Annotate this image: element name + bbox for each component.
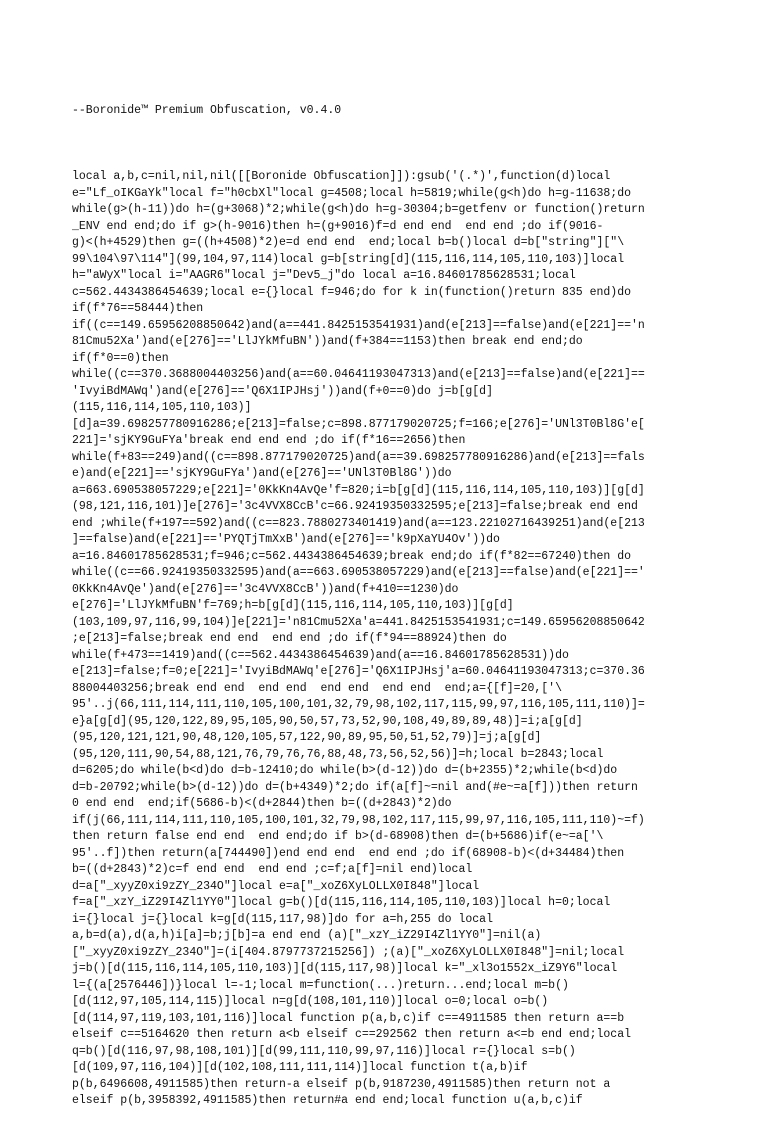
code-line: (115,116,114,105,110,103)] [72, 401, 252, 414]
code-line: local a,b,c=nil,nil,nil([[Boronide Obfuscation]]):gsub('(.*)',function(d)local [72, 170, 611, 183]
code-line: p(b,6496608,4911585)then return-a elseif p(b,9187230,4911585)then return not a [72, 1077, 611, 1091]
code-line: a,b=d(a),d(a,h)i[a]=b;j[b]=a end end (a)["_xzY_iZ29I4Zl1YY0"]=nil(a) [72, 929, 542, 942]
code-line: while((c==66.92419350332595)and(a==663.690538057229)and(e[213]==false)and(e[221]==' [72, 566, 645, 579]
code-line: if(j(66,111,114,111,110,105,100,101,32,79,98,102,117,115,99,97,116,105,111,110)~=f) [72, 813, 645, 827]
code-line: end ;while(f+197==592)and((c==823.7880273401419)and(a==123.22102716439251)and(e[213 [72, 516, 645, 530]
code-line: a=16.84601785628531;f=946;c=562.4434386454639;break end;do if(f*82==67240)then do [72, 549, 631, 563]
code-line: (95,120,111,90,54,88,121,76,79,76,76,88,48,73,56,52,56)]=h;local b=2843;local [72, 747, 604, 761]
code-line: [d]a=39.698257780916286;e[213]=false;c=898.877179020725;f=166;e[276]='UNl3T0Bl8G'e[ [72, 417, 645, 431]
code-line: ]==false)and(e[221]=='PYQTjTmXxB')and(e[276]=='k9pXaYU4Ov'))do [72, 533, 500, 546]
code-line: ["_xyyZ0xi9zZY_234O"]=(i[404.8797737215256]) ;(a)["_xoZ6XyLOLLX0I848"]=nil;local [72, 945, 625, 959]
code-line: d=6205;do while(b<d)do d=b-12410;do while(b>(d-12))do d=(b+2355)*2;while(b<d)do [72, 764, 618, 777]
code-line: while(f+83==249)and((c==898.877179020725)and(a==39.698257780916286)and(e[213]==fals [72, 450, 645, 464]
code-line: e[213]=false;f=0;e[221]='IvyiBdMAWq'e[276]='Q6X1IPJHsj'a=60.04641193047313;c=370.36 [72, 665, 645, 678]
code-line: d=b-20792;while(b>(d-12))do d=(b+4349)*2;do if(a[f]~=nil and(#e~=a[f]))then return [72, 780, 638, 794]
code-line: while(f+473==1419)and((c==562.4434386454639)and(a==16.84601785628531))do [72, 648, 569, 662]
code-line: (95,120,121,121,90,48,120,105,57,122,90,89,95,50,51,52,79)]=j;a[g[d] [72, 731, 542, 744]
code-line: elseif p(b,3958392,4911585)then return#a end end;local function u(a,b,c)if [72, 1094, 583, 1107]
document-header: --Boronide™ Premium Obfuscation, v0.4.0 [72, 104, 342, 117]
code-line: (98,121,116,101)]e[276]='3c4VVX8CcB'c=66.92419350332595;e[213]=false;break end end [72, 500, 638, 513]
code-line: f=a["_xzY_iZ29I4Zl1YY0"]local g=b()[d(115,116,114,105,110,103)]local h=0;local [72, 896, 611, 909]
code-line: q=b()[d(116,97,98,108,101)][d(99,111,110,99,97,116)]local r={}local s=b() [72, 1044, 576, 1058]
code-line: 0KkKn4AvQe')and(e[276]=='3c4VVX8CcB'))and(f+410==1230)do [72, 582, 459, 596]
code-line: [d(114,97,119,103,101,116)]local function p(a,b,c)if c==4911585 then return a==b [72, 1011, 625, 1025]
code-line: [d(112,97,105,114,115)]local n=g[d(108,101,110)]local o=0;local o=b() [72, 995, 549, 1008]
code-line: a=663.690538057229;e[221]='0KkKn4AvQe'f=820;i=b[g[d](115,116,114,105,110,103)][g[d] [72, 483, 645, 497]
code-line: e="Lf_oIKGaYk"local f="h0cbXl"local g=4508;local h=5819;while(g<h)do h=g-11638;do [72, 186, 631, 200]
code-line: if(f*0==0)then [72, 351, 169, 365]
code-line: 88004403256;break end end end end end end end end end;a={[f]=20,['\ [72, 681, 562, 695]
code-line: e)and(e[221]=='sjKY9GuFYa')and(e[276]=='UNl3T0Bl8G'))do [72, 467, 452, 480]
code-line: 0 end end end;if(5686-b)<(d+2844)then b=((d+2843)*2)do [72, 797, 452, 810]
code-line: 'IvyiBdMAWq')and(e[276]=='Q6X1IPJHsj'))and(f+0==0)do j=b[g[d] [72, 384, 493, 398]
code-line: 95'..f])then return(a[744490])end end end end end ;do if(68908-b)<(d+34484)then [72, 846, 625, 860]
code-line: elseif c==5164620 then return a<b elseif c==292562 then return a<=b end end;local [72, 1028, 631, 1041]
code-line: e}a[g[d](95,120,122,89,95,105,90,50,57,73,52,90,108,49,89,89,48)]=i;a[g[d] [72, 714, 583, 728]
code-line: ;e[213]=false;break end end end end ;do if(f*94==88924)then do [72, 632, 507, 645]
code-line: b=((d+2843)*2)c=f end end end end ;c=f;a[f]=nil end)local [72, 863, 473, 876]
code-line: i={}local j={}local k=g[d(115,117,98)]do for a=h,255 do local [72, 912, 493, 926]
code-line: j=b()[d(115,116,114,105,110,103)][d(115,117,98)]local k="_xl3o1552x_iZ9Y6"local [72, 962, 618, 975]
code-line: c=562.4434386454639;local e={}local f=946;do for k in(function()return 835 end)do [72, 285, 631, 299]
code-line: while((c==370.3688004403256)and(a==60.04641193047313)and(e[213]==false)and(e[221]== [72, 368, 645, 381]
code-line: 221]='sjKY9GuFYa'break end end end ;do if(f*16==2656)then [72, 434, 466, 447]
code-line: 81Cmu52Xa')and(e[276]=='LlJYkMfuBN'))and(f+384==1153)then break end end;do [72, 335, 583, 348]
code-line: (103,109,97,116,99,104)]e[221]='n81Cmu52Xa'a=441.8425153541931;c=149.65956208850642 [72, 615, 645, 629]
code-line: d=a["_xyyZ0xi9zZY_234O"]local e=a["_xoZ6XyLOLLX0I848"]local [72, 879, 480, 893]
code-line: l={(a[2576446])}local l=-1;local m=function(...)return...end;local m=b() [72, 978, 569, 992]
code-body [72, 169, 702, 1110]
code-line: 99\104\97\114"](99,104,97,114)local g=b[string[d](115,116,114,105,110,103)]local [72, 252, 625, 266]
code-line: then return false end end end end;do if b>(d-68908)then d=(b+5686)if(e~=a['\ [72, 830, 604, 843]
code-line: [d(109,97,116,104)][d(102,108,111,111,114)]local function t(a,b)if [72, 1061, 528, 1074]
code-line: _ENV end end;do if g>(h-9016)then h=(g+9016)f=d end end end end ;do if(9016- [72, 219, 604, 233]
code-line: while(g>(h-11))do h=(g+3068)*2;while(g<h)do h=g-30304;b=getfenv or function()return [72, 203, 645, 216]
code-line: g)<(h+4529)then g=((h+4508)*2)e=d end end end;local b=b()local d=b["string"]["\ [72, 236, 625, 249]
code-line: 95'..j(66,111,114,111,110,105,100,101,32,79,98,102,117,115,99,97,116,105,111,110)]= [72, 698, 645, 711]
code-document [72, 70, 702, 1126]
code-line: e[276]='LlJYkMfuBN'f=769;h=b[g[d](115,116,114,105,110,103)][g[d] [72, 599, 514, 612]
code-line: if((c==149.65956208850642)and(a==441.8425153541931)and(e[213]==false)and(e[221]=='n [72, 318, 645, 332]
code-line: if(f*76==58444)then [72, 302, 204, 315]
code-line: h="aWyX"local i="AAGR6"local j="Dev5_j"do local a=16.84601785628531;local [72, 269, 576, 282]
